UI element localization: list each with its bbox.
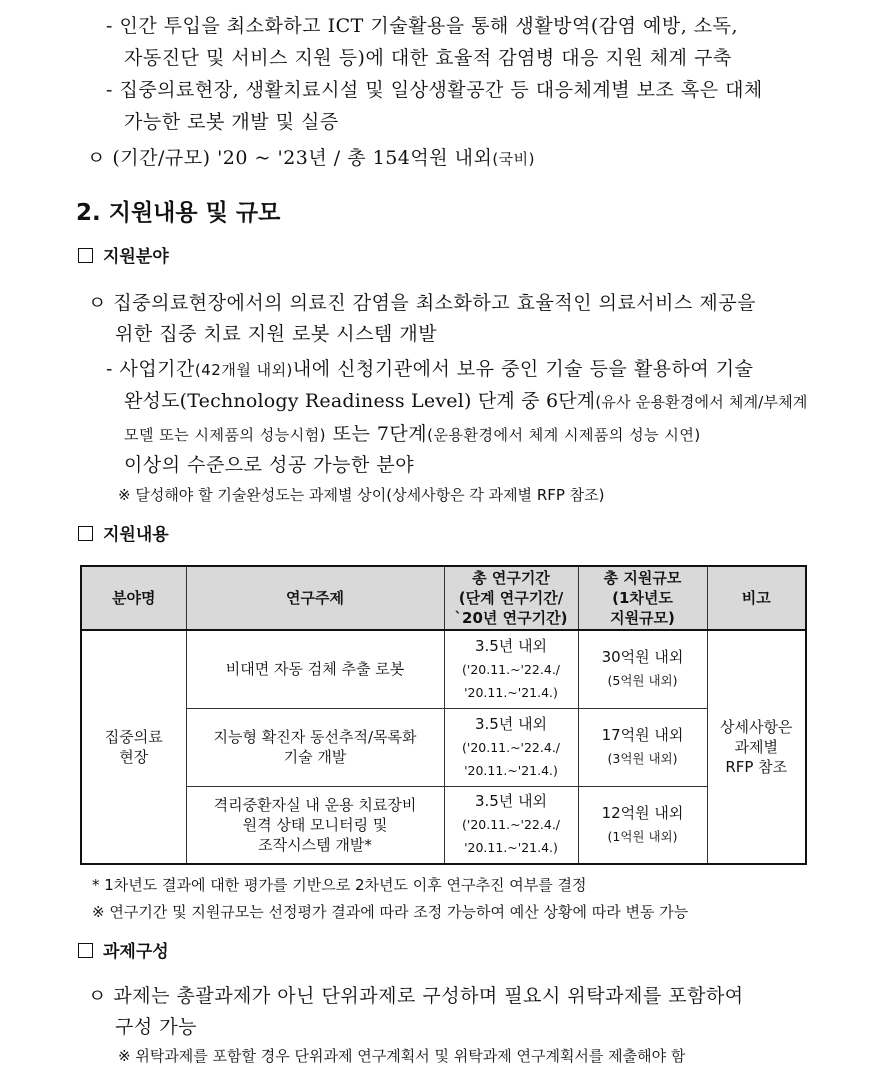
period-main: 3.5년 내외 [474,636,548,655]
topic-cell: 비대면 자동 검체 추출 로봇 [186,630,444,708]
text-span-small: (운용환경에서 체계 시제품의 성능 시연) [427,426,701,444]
budget-cell [578,630,707,708]
field-para-line-1: ㅇ 집중의료현장에서의 의료진 감염을 최소화하고 효율적인 의료서비스 제공을 [88,292,756,314]
field-sub-line-2 [124,388,808,415]
field-name-cell: 집중의료 현장 [81,630,186,864]
text-span-small: (42개월 내외) [194,361,293,379]
text-span-small: 모델 또는 시제품의 성능시험) [124,426,327,444]
budget-main: 30억원 내외 [601,648,684,667]
content-heading-label: 지원내용 [103,525,169,545]
field-para-line-2: 위한 집중 치료 지원 로봇 시스템 개발 [115,323,438,345]
period-cell [444,786,578,864]
field-sub-line-3 [124,421,701,448]
section-title: 2. 지원내용 및 규모 [76,200,281,226]
note-cell: 상세사항은 과제별 RFP 참조 [707,630,806,864]
table-row [81,630,806,708]
table-footnote-2: ※ 연구기간 및 지원규모는 선정평가 결과에 따라 조정 가능하여 예산 상황에 따라 변동 가능 [92,903,689,921]
header-period: 총 연구기간 (단계 연구기간/ `20년 연구기간) [444,566,578,630]
structure-para-line-1: ㅇ 과제는 총괄과제가 아닌 단위과제로 구성하며 필요시 위탁과제를 포함하여 [88,985,744,1007]
checkbox-square-icon [78,526,93,541]
field-note: ※ 달성해야 할 기술완성도는 과제별 상이(상세사항은 각 과제별 RFP 참조) [118,486,605,504]
period-main: 3.5년 내외 [474,792,548,811]
text-span: 또는 7단계 [326,423,428,445]
support-table [80,565,807,865]
structure-note: ※ 위탁과제를 포함할 경우 단위과제 연구계획서 및 위탁과제 연구계획서를 제출해야 함 [118,1047,686,1065]
topic-cell: 지능형 확진자 동선추적/목록화 기술 개발 [186,708,444,786]
period-cell [444,708,578,786]
content-heading [78,523,169,547]
period-budget-text: ㅇ (기간/규모) '20 ~ '23년 / 총 154억원 내외 [87,147,493,169]
period-sub: ('20.11.~'22.4./ '20.11.~'21.4.) [462,739,560,778]
checkbox-square-icon [78,943,93,958]
structure-para-line-2: 구성 가능 [115,1016,197,1038]
bullet-line-1: - 인간 투입을 최소화하고 ICT 기술활용을 통해 생활방역(감염 예방, 소독, [106,15,739,37]
budget-sub: (1억원 내외) [607,828,678,844]
budget-main: 17억원 내외 [601,726,684,744]
period-sub: ('20.11.~'22.4./ '20.11.~'21.4.) [462,661,560,700]
structure-heading-label: 과제구성 [103,942,169,962]
text-span: - 사업기간 [106,358,195,380]
budget-cell [578,708,707,786]
header-note: 비고 [707,566,806,630]
field-heading-label: 지원분야 [103,247,169,267]
budget-sub: (5억원 내외) [607,673,678,689]
field-sub-line-1 [106,356,754,383]
table-footnote-1: * 1차년도 결과에 대한 평가를 기반으로 2차년도 이후 연구추진 여부를 결정 [92,876,587,894]
field-heading [78,245,169,269]
header-topic: 연구주제 [186,566,444,630]
bullet-line-2: 자동진단 및 서비스 지원 등)에 대한 효율적 감염병 대응 지원 체계 구축 [124,47,732,69]
budget-main: 12억원 내외 [601,803,684,822]
structure-heading [78,940,169,964]
header-field: 분야명 [81,566,186,630]
topic-cell: 격리중환자실 내 운용 치료장비 원격 상태 모니터링 및 조작시스템 개발* [186,786,444,864]
bullet-line-4: 가능한 로봇 개발 및 실증 [124,111,339,133]
table-row [81,786,806,864]
period-sub: ('20.11.~'22.4./ '20.11.~'21.4.) [462,817,560,856]
period-main: 3.5년 내외 [474,714,548,733]
text-span: 내에 신청기관에서 보유 중인 기술 등을 활용하여 기술 [292,358,754,380]
bullet-line-3: - 집중의료현장, 생활치료시설 및 일상생활공간 등 대응체계별 보조 혹은 대체 [106,79,763,101]
period-budget-source: (국비) [492,150,536,168]
checkbox-square-icon [78,248,93,263]
header-budget: 총 지원규모 (1차년도 지원규모) [578,566,707,630]
field-sub-line-4: 이상의 수준으로 성공 가능한 분야 [124,454,415,476]
table-header-row [81,566,806,630]
text-span: 완성도(Technology Readiness Level) 단계 중 6단계 [124,390,596,412]
period-budget-line [87,145,535,172]
period-cell [444,630,578,708]
budget-cell [578,786,707,864]
budget-sub: (3억원 내외) [607,751,678,766]
table-row [81,708,806,786]
text-span-small: (유사 운용환경에서 체계/부체계 [595,393,808,411]
